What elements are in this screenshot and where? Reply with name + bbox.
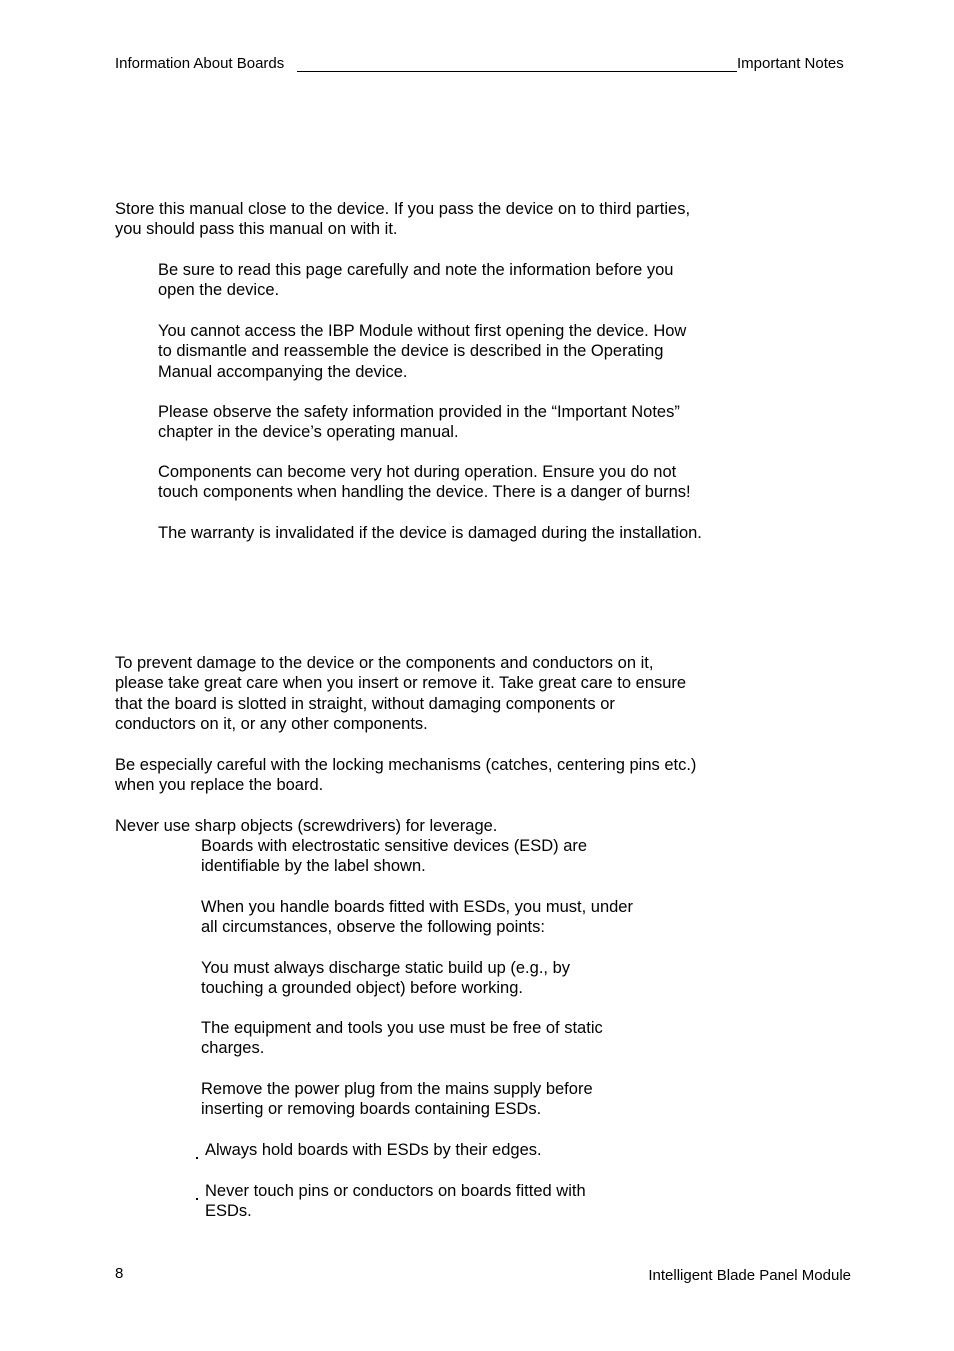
esd-bullet-pins: Never touch pins or conductors on boards fitted with ESDs. [205,1182,586,1221]
bullet-marker [196,1198,198,1200]
header-chapter-title: Important Notes [737,55,844,72]
handling-paragraph: To prevent damage to the device or the components and conductors on it, please take great care when you insert or remove it. Take great care to ensure that the board is slotted in straight, without damaging components or conductors on it, or any other components. [115,654,687,733]
note-safety-info: Please observe the safety information provided in the “Important Notes” chapter in the device’s operating manual. [158,403,680,442]
note-access-module: You cannot access the IBP Module without first opening the device. How to dismantle and reassemble the device is described in the Operating Manual accompanying the device. [158,322,687,381]
esd-label-paragraph: Boards with electrostatic sensitive devices (ESD) are identifiable by the label shown. [201,837,588,876]
header-rule [297,71,737,72]
page-number: 8 [115,1265,124,1282]
footer-title: Intelligent Blade Panel Module [648,1267,851,1284]
esd-discharge-paragraph: You must always discharge static build up (e.g., by touching a grounded object) before working. [201,959,571,998]
note-read-carefully: Be sure to read this page carefully and note the information before you open the device. [158,261,674,300]
esd-tools-paragraph: The equipment and tools you use must be free of static charges. [201,1019,603,1058]
esd-power-plug-paragraph: Remove the power plug from the mains supply before inserting or removing boards containing ESDs. [201,1080,593,1119]
bullet-marker [196,1157,198,1159]
note-hot-components: Components can become very hot during operation. Ensure you do not touch components when handling the device. There is a danger of burns! [158,463,691,502]
esd-bullet-edges: Always hold boards with ESDs by their edges. [205,1141,542,1159]
note-warranty: The warranty is invalidated if the device is damaged during the installation. [158,524,702,542]
intro-paragraph: Store this manual close to the device. If you pass the device on to third parties, you should pass this manual on with it. [115,200,691,239]
header-section-title: Information About Boards [115,55,285,72]
locking-mechanisms-paragraph: Be especially careful with the locking mechanisms (catches, centering pins etc.) when you replace the board. [115,756,697,795]
esd-handling-paragraph: When you handle boards fitted with ESDs, you must, under all circumstances, observe the following points: [201,898,633,937]
sharp-objects-paragraph: Never use sharp objects (screwdrivers) for leverage. [115,817,498,835]
